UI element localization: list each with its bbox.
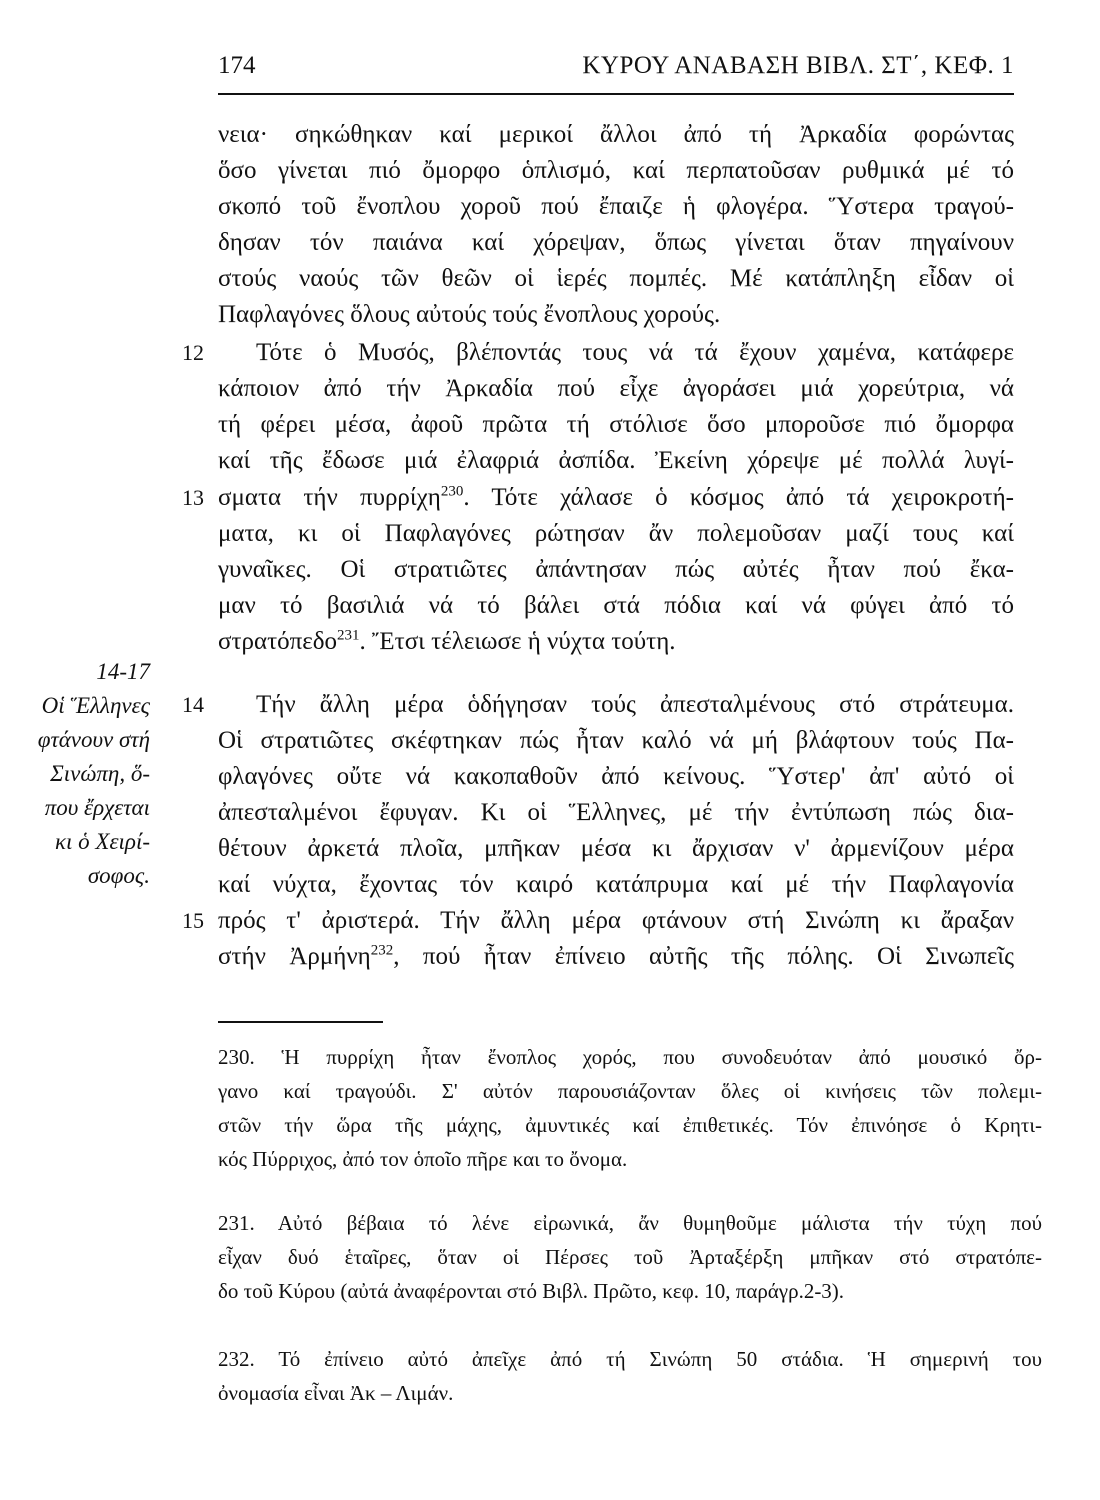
text-line: Τότε ὁ Μυσός, βλέποντάς τους νά τά ἔχουν χαμένα, κατάφερε [256, 339, 1014, 366]
line-text: , πού ἦταν ἐπίνειο αὐτῆς τῆς πόλης. Οἱ Σινωπεῖς [393, 943, 1014, 970]
line-text: στήν Ἀρμήνη [218, 943, 371, 970]
line-number-15: 15 [182, 908, 204, 933]
text-line: δησαν τόν παιάνα καί χόρεψαν, ὅπως γίνεται ὅταν πηγαίνουν [218, 229, 1014, 256]
footnote-ref-232[interactable]: 232 [370, 942, 394, 959]
margin-summary [20, 655, 150, 893]
footnote-ref-230[interactable]: 230 [440, 483, 464, 500]
margin-line: φτάνουν στή [37, 727, 150, 752]
margin-line: κι ὁ Χειρί- [54, 829, 150, 854]
text-line: ἀπεσταλμένοι ἔφυγαν. Κι οἱ Ἕλληνες, μέ τήν ἐντύπωση πώς δια- [218, 799, 1014, 826]
footnote-232-line: 232. Τό ἐπίνειο αὐτό ἀπεῖχε ἀπό τή Σινώπη 50 στάδια. Ἡ σημερινή του [218, 1347, 1042, 1371]
text-line: στούς ναούς τῶν θεῶν οἱ ἱερές πομπές. Μέ κατάπληξη εἶδαν οἱ [218, 265, 1014, 292]
footnote-230-line: κός Πύρριχος, ἀπό τον ὁποῖο πῆρε και το ὄνομα. [218, 1147, 628, 1171]
page-header [218, 52, 1014, 88]
margin-line: που ἔρχεται [44, 795, 150, 820]
running-title: ΚΥΡΟΥ ΑΝΑΒΑΣΗ ΒΙΒΛ. ΣΤ΄, ΚΕΦ. 1 [582, 52, 1014, 79]
text-line: κάποιον ἀπό τήν Ἀρκαδία πού εἶχε ἀγοράσει μιά χορεύτρια, νά [218, 375, 1014, 402]
line-number-12: 12 [182, 340, 204, 365]
footnote-230-line: γανο καί τραγούδι. Σ' αὐτόν παρουσιάζονταν ὅλες οἱ κινήσεις τῶν πολεμι- [218, 1079, 1042, 1103]
text-line [218, 625, 1014, 659]
line-number-14: 14 [182, 692, 204, 717]
text-line: φλαγόνες οὔτε νά κακοπαθοῦν ἀπό κείνους. Ὕστερ' ἀπ' αὐτό οἱ [218, 763, 1014, 790]
text-line: θέτουν ἀρκετά πλοῖα, μπῆκαν μέσα κι ἄρχισαν ν' ἀρμενίζουν μέρα [218, 835, 1014, 862]
text-line: πρός τ' ἀριστερά. Τήν ἄλλη μέρα φτάνουν στή Σινώπη κι ἄραξαν [218, 907, 1014, 934]
page-number: 174 [218, 52, 256, 79]
line-text: . Τότε χάλασε ὁ κόσμος ἀπό τά χειροκροτή- [463, 484, 1014, 511]
margin-line: σοφος. [87, 863, 150, 888]
margin-range: 14-17 [96, 659, 150, 684]
text-line [218, 481, 1014, 515]
text-line: Οἱ στρατιῶτες σκέφτηκαν πώς ἦταν καλό νά μή βλάφτουν τούς Πα- [218, 727, 1014, 754]
margin-line: Οἱ Ἕλληνες [41, 693, 150, 718]
footnote-231-line: 231. Αὐτό βέβαια τό λένε εἰρωνικά, ἄν θυμηθοῦμε μάλιστα τήν τύχη πού [218, 1211, 1042, 1235]
text-line: ματα, κι οἱ Παφλαγόνες ρώτησαν ἄν πολεμοῦσαν μαζί τους καί [218, 520, 1014, 547]
text-line: ὅσο γίνεται πιό ὄμορφο ὁπλισμό, καί περπατοῦσαν ρυθμικά μέ τό [218, 157, 1014, 184]
text-line: καί τῆς ἔδωσε μιά ἐλαφριά ἀσπίδα. Ἐκείνη χόρεψε μέ πολλά λυγί- [218, 447, 1014, 474]
footnote-230-line: στῶν τήν ὥρα τῆς μάχης, ἀμυντικές καί ἐπιθετικές. Τόν ἐπινόησε ὁ Κρητι- [218, 1113, 1042, 1137]
footnote-232-line: ὀνομασία εἶναι Ἀκ – Λιμάν. [218, 1381, 454, 1405]
text-line: Παφλαγόνες ὅλους αὐτούς τούς ἔνοπλους χορούς. [218, 301, 721, 328]
text-line [218, 940, 1014, 974]
line-text: στρατόπεδο [218, 628, 338, 655]
text-line: μαν τό βασιλιά νά τό βάλει στά πόδια καί νά φύγει ἀπό τό [218, 592, 1014, 619]
text-line: τή φέρει μέσα, ἀφοῦ πρῶτα τή στόλισε ὅσο μποροῦσε πιό ὄμορφα [218, 411, 1014, 438]
text-line: Τήν ἄλλη μέρα ὁδήγησαν τούς ἀπεσταλμένους στό στράτευμα. [256, 691, 1014, 718]
text-line: νεια· σηκώθηκαν καί μερικοί ἄλλοι ἀπό τή Ἀρκαδία φορώντας [218, 121, 1014, 148]
text-line: σκοπό τοῦ ἔνοπλου χοροῦ πού ἔπαιζε ἡ φλογέρα. Ὕστερα τραγού- [218, 193, 1014, 220]
line-number-13: 13 [182, 485, 204, 510]
footnote-rule [218, 1021, 383, 1023]
line-text: σματα τήν πυρρίχη [218, 484, 441, 511]
footnote-230-line: 230. Ἡ πυρρίχη ἦταν ἔνοπλος χορός, που συνοδευόταν ἀπό μουσικό ὄρ- [218, 1045, 1042, 1069]
footnote-231-line: εἶχαν δυό ἑταῖρες, ὅταν οἱ Πέρσες τοῦ Ἀρταξέρξη μπῆκαν στό στρατόπε- [218, 1245, 1042, 1269]
footnote-231-line: δο τοῦ Κύρου (αὐτά ἀναφέρονται στό Βιβλ. Πρῶτο, κεφ. 10, παράγρ.2-3). [218, 1279, 845, 1303]
line-text: . Ἔτσι τέλειωσε ἡ νύχτα τούτη. [359, 628, 676, 655]
text-line: γυναῖκες. Οἱ στρατιῶτες ἀπάντησαν πώς αὐτές ἦταν πού ἔκα- [218, 556, 1014, 583]
margin-line: Σινώπη, ὅ- [50, 761, 150, 786]
text-line: καί νύχτα, ἔχοντας τόν καιρό κατάπρυμα καί μέ τήν Παφλαγονία [218, 871, 1014, 898]
header-rule [218, 93, 1014, 95]
footnote-ref-231[interactable]: 231 [337, 627, 360, 644]
